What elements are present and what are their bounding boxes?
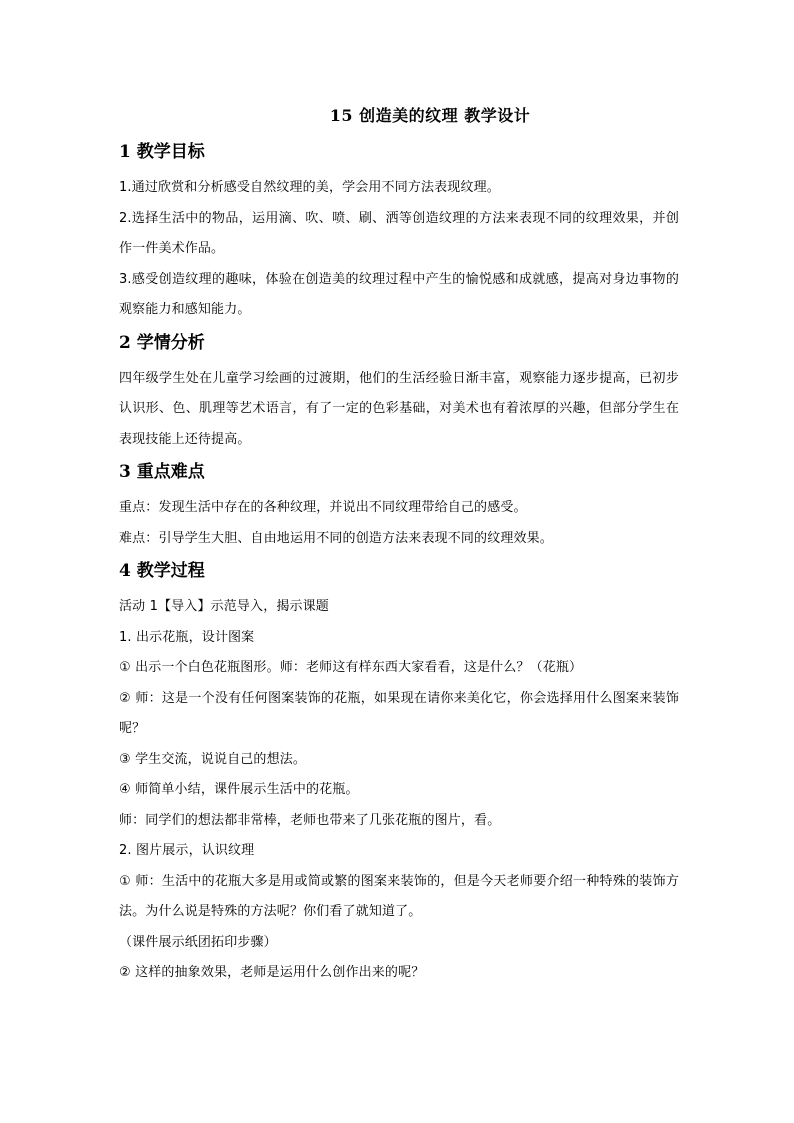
section-heading: 1 教学目标 [119,142,205,162]
paragraph: ① 师：生活中的花瓶大多是用或简或繁的图案来装饰的，但是今天老师要介绍一种特殊的装饰方法。为什么说是特殊的方法呢？你们看了就知道了。 [119,873,679,919]
paragraph: 难点：引导学生大胆、自由地运用不同的创造方法来表现不同的纹理效果。 [119,530,553,546]
paragraph: 师：同学们的想法都非常棒，老师也带来了几张花瓶的图片，看。 [119,812,501,828]
paragraph: ② 这样的抽象效果，老师是运用什么创作出来的呢？ [119,965,425,980]
section-key-points [119,459,679,554]
paragraph: 1.通过欣赏和分析感受自然纹理的美，学会用不同方法表现纹理。 [119,180,500,195]
paragraph: 1. 出示花瓶，设计图案 [119,629,255,645]
paragraph: 重点：发现生活中存在的各种纹理，并说出不同纹理带给自己的感受。 [119,500,527,515]
section-teaching-process [119,558,679,989]
section-objectives [119,139,679,326]
section-student-analysis [119,330,679,456]
paragraph: ② 师：这是一个没有任何图案装饰的花瓶，如果现在请你来美化它，你会选择用什么图案来装饰呢？ [119,690,679,736]
document-title: 15 创造美的纹理 教学设计 [329,106,531,125]
paragraph: 2.选择生活中的物品，运用滴、吹、喷、刷、洒等创造纹理的方法来表现不同的纹理效果，并创作一件美术作品。 [119,210,679,256]
paragraph: 2. 图片展示，认识纹理 [119,843,255,858]
paragraph: ① 出示一个白色花瓶图形。师：老师这有样东西大家看看，这是什么？（花瓶） [119,660,583,675]
section-heading: 2 学情分析 [119,332,205,353]
section-heading: 3 重点难点 [119,462,205,482]
paragraph: 3.感受创造纹理的趣味，体验在创造美的纹理过程中产生的愉悦感和成就感，提高对身边事物的观察能力和感知能力。 [119,271,679,317]
paragraph: ③ 学生交流，说说自己的想法。 [119,751,307,767]
paragraph: 四年级学生处在儿童学习绘画的过渡期，他们的生活经验日渐丰富，观察能力逐步提高，已初步认识形、色、肌理等艺术语言，有了一定的色彩基础，对美术也有着浓厚的兴趣，但部分学生在表现技能上还待提高。 [119,370,679,447]
section-heading: 4 教学过程 [119,561,205,581]
paragraph: （课件展示纸团拓印步骤） [119,934,277,950]
document-body [119,104,679,993]
paragraph: ④ 师简单小结，课件展示生活中的花瓶。 [119,782,359,797]
paragraph: 活动 1【导入】示范导入，揭示课题 [119,599,329,614]
